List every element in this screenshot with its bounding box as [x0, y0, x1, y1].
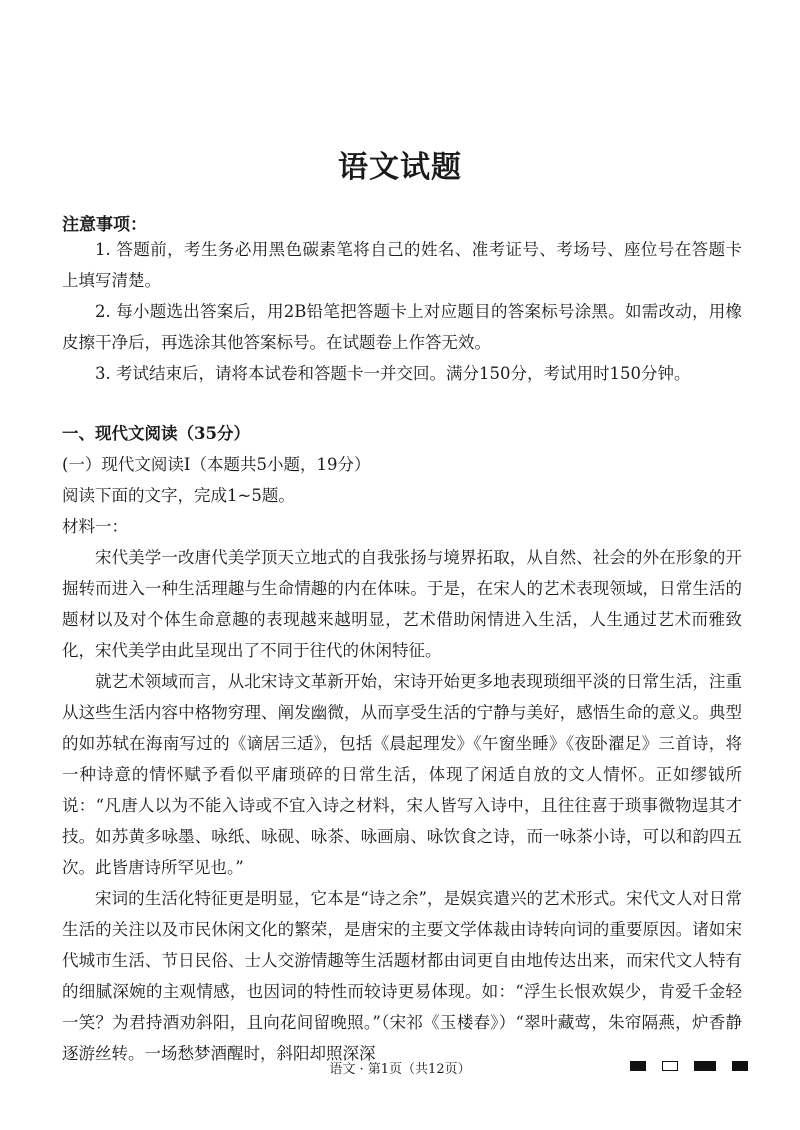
registration-mark-hollow: [662, 1061, 678, 1071]
page-footer: 语文 · 第1页（共12页）: [329, 1062, 471, 1077]
instruction-text: 阅读下面的文字，完成1~5题。: [62, 486, 295, 505]
notice-item: 3. 考试结束后，请将本试卷和答题卡一并交回。满分150分，考试用时150分钟。: [95, 364, 691, 383]
notice-item: 1. 答题前，考生务必用黑色碳素笔将自己的姓名、准考证号、考场号、座位号在答题卡上填写清楚。: [62, 240, 742, 290]
page-title: 语文试题: [338, 150, 462, 185]
registration-mark: [732, 1061, 748, 1071]
passage-paragraph: 宋代美学一改唐代美学顶天立地式的自我张扬与境界拓取，从自然、社会的外在形象的开掘转而进入一种生活理趣与生命情趣的内在体味。于是，在宋人的艺术表现领域，日常生活的题材以及对个体生命意趣的表现越来越明显，艺术借助闲情进入生活，人生通过艺术而雅致化，宋代美学由此呈现出了不同于往代的休闲特征。: [62, 548, 742, 660]
passage-paragraph: 就艺术领域而言，从北宋诗文革新开始，宋诗开始更多地表现琐细平淡的日常生活，注重从这些生活内容中格物穷理、阐发幽微，从而享受生活的宁静与美好，感悟生命的意义。典型的如苏轼在海南写过的《谪居三适》，包括《晨起理发》《午窗坐睡》《夜卧濯足》三首诗，将一种诗意的情怀赋予看似平庸琐碎的日常生活，体现了闲适自放的文人情怀。正如缪钺所说：“凡唐人以为不能入诗或不宜入诗之材料，宋人皆写入诗中，且往往喜于琐事微物逞其才技。如苏黄多咏墨、咏纸、咏砚、咏茶、咏画扇、咏饮食之诗，而一咏茶小诗，可以和韵四五次。此皆唐诗所罕见也。”: [62, 672, 742, 877]
material-label: 材料一：: [62, 517, 128, 536]
registration-mark: [694, 1061, 716, 1071]
notice-item: 2. 每小题选出答案后，用2B铅笔把答题卡上对应题目的答案标号涂黑。如需改动，用橡皮擦干净后，再选涂其他答案标号。在试题卷上作答无效。: [62, 302, 742, 352]
section-heading: 一、现代文阅读（35分）: [62, 424, 250, 443]
registration-mark: [630, 1061, 646, 1071]
passage-paragraph: 宋词的生活化特征更是明显，它本是“诗之余”，是娱宾遣兴的艺术形式。宋代文人对日常生活的关注以及市民休闲文化的繁荣，是唐宋的主要文学体裁由诗转向词的重要原因。诸如宋代城市生活、节日民俗、士人交游情趣等生活题材都由词更自由地传达出来，而宋代文人特有的细腻深婉的主观情感，也因词的特性而较诗更易体现。如：“浮生长恨欢娱少，肯爱千金轻一笑？为君持酒劝斜阳，且向花间留晚照。”（宋祁《玉楼春》）“翠叶藏莺，朱帘隔燕，炉香静逐游丝转。一场愁梦酒醒时，斜阳却照深深: [62, 889, 742, 1063]
scan-registration-marks: [630, 1061, 748, 1071]
notice-list: [62, 234, 742, 389]
notice-heading: 注意事项：: [62, 215, 147, 235]
reading-section: [62, 418, 742, 1069]
sub-section-heading: (一）现代文阅读Ⅰ（本题共5小题，19分）: [62, 455, 371, 474]
